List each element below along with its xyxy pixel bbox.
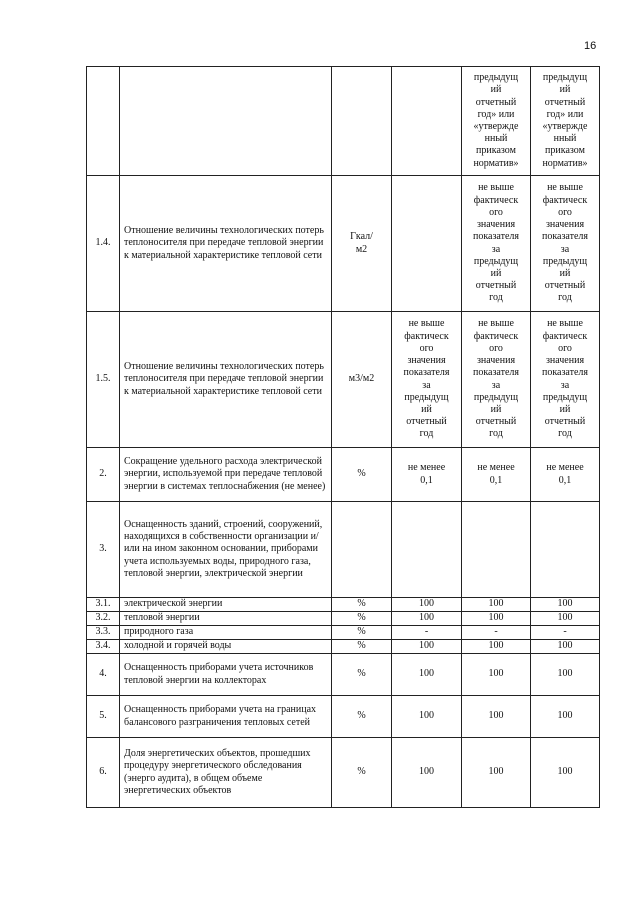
row-value-2: 100 <box>462 738 531 808</box>
row-value-1: 100 <box>392 598 462 612</box>
row-unit: % <box>332 448 392 502</box>
row-value-3: 100 <box>531 612 600 626</box>
table-row <box>87 67 600 176</box>
row-unit: м3/м2 <box>332 312 392 448</box>
table-row <box>87 654 600 696</box>
row-unit: % <box>332 640 392 654</box>
row-value-3: - <box>531 626 600 640</box>
row-name: тепловой энергии <box>120 612 332 626</box>
row-value-3: не выше фактическ ого значения показателя за предыдущ ий отчетный год <box>531 176 600 312</box>
row-value-3 <box>531 502 600 598</box>
row-name: природного газа <box>120 626 332 640</box>
table-row <box>87 312 600 448</box>
row-name: Оснащенность приборами учета источников тепловой энергии на коллекторах <box>120 654 332 696</box>
row-value-2: не менее 0,1 <box>462 448 531 502</box>
row-value-1: 100 <box>392 738 462 808</box>
row-unit <box>332 67 392 176</box>
row-value-2: - <box>462 626 531 640</box>
row-unit: % <box>332 612 392 626</box>
table-row <box>87 176 600 312</box>
row-value-2: 100 <box>462 654 531 696</box>
row-value-1: - <box>392 626 462 640</box>
row-value-2: предыдущ ий отчетный год» или «утвержде нный приказом норматив» <box>462 67 531 176</box>
table-row <box>87 502 600 598</box>
row-value-3: не выше фактическ ого значения показателя за предыдущ ий отчетный год <box>531 312 600 448</box>
row-value-1 <box>392 176 462 312</box>
row-number: 3. <box>87 502 120 598</box>
row-name: Доля энергетических объектов, прошедших процедуру энергетического обследования (энерго аудита), в общем объеме энергетических объектов <box>120 738 332 808</box>
row-value-2: 100 <box>462 598 531 612</box>
row-name: Сокращение удельного расхода электрической энергии, используемой при передаче тепловой энергии в системах теплоснабжения (не менее) <box>120 448 332 502</box>
row-value-3: 100 <box>531 738 600 808</box>
row-value-1: 100 <box>392 654 462 696</box>
row-value-3: 100 <box>531 654 600 696</box>
row-name <box>120 67 332 176</box>
row-number: 3.3. <box>87 626 120 640</box>
row-name: Оснащенность зданий, строений, сооружений, находящихся в собственности организации и/или на ином законном основании, приборами учета используемых воды, природного газа, тепловой энергии, электрической энергии <box>120 502 332 598</box>
row-unit: % <box>332 654 392 696</box>
row-unit: % <box>332 696 392 738</box>
row-unit: % <box>332 598 392 612</box>
row-name: Отношение величины технологических потерь теплоносителя при передаче тепловой энергии к материальной характеристике тепловой сети <box>120 312 332 448</box>
row-number <box>87 67 120 176</box>
row-unit: Гкал/ м2 <box>332 176 392 312</box>
row-number: 3.4. <box>87 640 120 654</box>
row-number: 5. <box>87 696 120 738</box>
indicators-table <box>86 66 600 808</box>
row-value-1 <box>392 67 462 176</box>
table-row <box>87 598 600 612</box>
row-value-2: не выше фактическ ого значения показателя за предыдущ ий отчетный год <box>462 176 531 312</box>
row-number: 4. <box>87 654 120 696</box>
row-value-1: не выше фактическ ого значения показателя за предыдущ ий отчетный год <box>392 312 462 448</box>
table-row <box>87 448 600 502</box>
row-name: электрической энергии <box>120 598 332 612</box>
row-unit: % <box>332 626 392 640</box>
row-value-2: 100 <box>462 696 531 738</box>
row-value-1 <box>392 502 462 598</box>
table-row <box>87 640 600 654</box>
row-value-3: 100 <box>531 598 600 612</box>
row-value-1: не менее 0,1 <box>392 448 462 502</box>
row-unit: % <box>332 738 392 808</box>
table-row <box>87 612 600 626</box>
row-value-3: предыдущ ий отчетный год» или «утвержде нный приказом норматив» <box>531 67 600 176</box>
row-value-2: не выше фактическ ого значения показателя за предыдущ ий отчетный год <box>462 312 531 448</box>
row-value-2: 100 <box>462 640 531 654</box>
row-name: холодной и горячей воды <box>120 640 332 654</box>
row-name: Отношение величины технологических потерь теплоносителя при передаче тепловой энергии к материальной характеристике тепловой сети <box>120 176 332 312</box>
row-unit <box>332 502 392 598</box>
row-number: 1.5. <box>87 312 120 448</box>
row-value-3: 100 <box>531 640 600 654</box>
row-value-3: не менее 0,1 <box>531 448 600 502</box>
row-value-2 <box>462 502 531 598</box>
row-number: 2. <box>87 448 120 502</box>
row-value-1: 100 <box>392 696 462 738</box>
row-value-1: 100 <box>392 640 462 654</box>
row-number: 6. <box>87 738 120 808</box>
row-number: 1.4. <box>87 176 120 312</box>
row-value-2: 100 <box>462 612 531 626</box>
row-number: 3.2. <box>87 612 120 626</box>
row-number: 3.1. <box>87 598 120 612</box>
table-row <box>87 738 600 808</box>
row-name: Оснащенность приборами учета на границах балансового разграничения тепловых сетей <box>120 696 332 738</box>
row-value-3: 100 <box>531 696 600 738</box>
table-row <box>87 626 600 640</box>
row-value-1: 100 <box>392 612 462 626</box>
page-number: 16 <box>584 40 597 52</box>
table-row <box>87 696 600 738</box>
